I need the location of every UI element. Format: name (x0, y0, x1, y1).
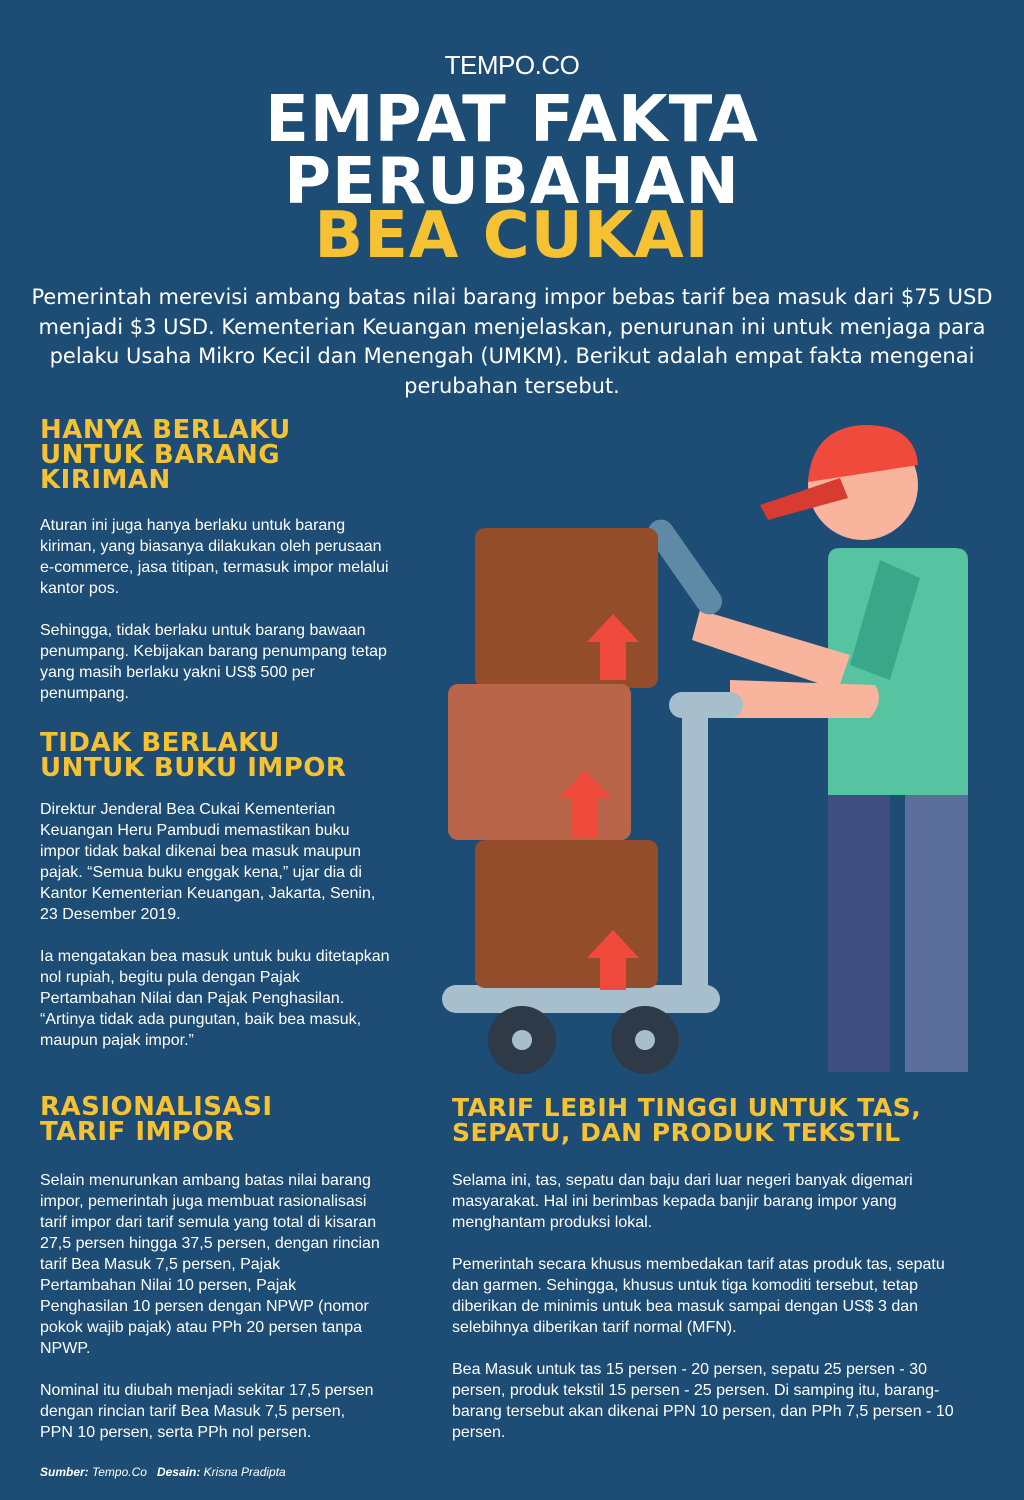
section-3-heading-line: TARIF IMPOR (40, 1117, 235, 1147)
worker-lower-arm (730, 680, 879, 718)
section-1-heading-line: HANYA BERLAKU (40, 415, 291, 445)
section-1-heading-line: UNTUK BARANG (40, 440, 281, 470)
footer-source: Tempo.Co (92, 1465, 147, 1479)
wheel-hub (512, 1030, 532, 1050)
intro-paragraph: Pemerintah merevisi ambang batas nilai barang impor bebas tarif bea masuk dari $75 USD menjadi $3 USD. Kementerian Keuangan menjelaskan, penurunan ini untuk menjaga para pelaku Usaha Mikro Kecil dan Menengah (UMKM). Berikut adalah empat fakta mengenai perubahan tersebut. (31, 285, 993, 398)
section-4-paragraph: Bea Masuk untuk tas 15 persen - 20 persen, sepatu 25 persen - 30 persen, produk tekstil 15 persen - 25 persen. Di samping itu, barang-barang tersebut akan dikenai PPN 10 persen, dan PPh 7,5 persen - 10 persen. (452, 1361, 954, 1441)
section-2-heading (40, 728, 347, 783)
section-3-paragraph: Selain menurunkan ambang batas nilai barang impor, pemerintah juga membuat rasionalisasi tarif impor dari tarif semula yang total di kisaran 27,5 persen hingga 37,5 persen, dengan rincian tarif Bea Masuk 7,5 persen, Pajak Pertambahan Nilai 10 persen, Pajak Penghasilan 10 persen dengan NPWP (nomor pokok wajib pajak) atau PPh 20 persen tanpa NPWP. (40, 1172, 380, 1357)
section-1-heading (40, 415, 291, 495)
section-2-paragraph: Ia mengatakan bea masuk untuk buku ditetapkan nol rupiah, begitu pula dengan Pajak Pertambahan Nilai dan Pajak Penghasilan. “Artinya tidak ada pungutan, baik bea masuk, maupun pajak impor.” (40, 948, 390, 1049)
section-4-heading (452, 1095, 921, 1145)
page-title-line-2: PERUBAHAN (284, 145, 740, 219)
delivery-worker-with-hand-truck-illustration (430, 400, 990, 1080)
section-4-heading-line: SEPATU, DAN PRODUK TEKSTIL (452, 1118, 901, 1147)
hand-truck-base (442, 985, 720, 1013)
section-2-body (40, 799, 392, 1072)
section-4-paragraph: Selama ini, tas, sepatu dan baju dari luar negeri banyak digemari masyarakat. Hal ini berimbas kepada banjir barang impor yang menghantam produksi lokal. (452, 1172, 913, 1231)
section-2-heading-line: UNTUK BUKU IMPOR (40, 753, 347, 783)
brand-logo: TEMPO.CO (444, 50, 580, 80)
section-3-body (40, 1170, 380, 1464)
box-middle (448, 684, 631, 840)
footer-design-label: Desain: (156, 1465, 201, 1479)
footer-designer: Krisna Pradipta (203, 1465, 286, 1479)
box-top (475, 528, 658, 688)
footer-source-label: Sumber: (40, 1465, 89, 1479)
section-2-paragraph: Direktur Jenderal Bea Cukai Kementerian Keuangan Heru Pambudi memastikan buku impor tidak bakal dikenai bea masuk maupun pajak. “Semua buku enggak kena,” ujar dia di Kantor Kementerian Keuangan, Jakarta, Senin, 23 Desember 2019. (40, 801, 376, 923)
section-1-body (40, 515, 390, 725)
wheel-hub (635, 1030, 655, 1050)
worker-upper-arm (692, 610, 850, 690)
section-4-body (452, 1170, 972, 1464)
footer-credits (40, 1465, 286, 1479)
section-2-heading-line: TIDAK BERLAKU (40, 728, 280, 758)
section-1-paragraph: Sehingga, tidak berlaku untuk barang bawaan penumpang. Kebijakan barang penumpang tetap yang masih berlaku yakni US$ 500 per penumpang. (40, 622, 387, 702)
section-1-paragraph: Aturan ini juga hanya berlaku untuk barang kiriman, yang biasanya dilakukan oleh perusaan e-commerce, jasa titipan, termasuk impor melalui kantor pos. (40, 517, 389, 597)
page-title-line-1: EMPAT FAKTA (265, 83, 759, 157)
section-1-heading-line: KIRIMAN (40, 465, 171, 495)
section-3-paragraph: Nominal itu diubah menjadi sekitar 17,5 persen dengan rincian tarif Bea Masuk 7,5 persen, PPN 10 persen, serta PPh nol persen. (40, 1382, 374, 1441)
page-title-line-3: BEA CUKAI (314, 199, 710, 273)
box-bottom (475, 840, 658, 988)
section-4-heading-line: TARIF LEBIH TINGGI UNTUK TAS, (452, 1093, 922, 1122)
section-4-paragraph: Pemerintah secara khusus membedakan tarif atas produk tas, sepatu dan garmen. Sehingga, khusus untuk tiga komoditi tersebut, tetap diberikan de minimis untuk bea masuk sampai dengan US$ 3 dan selebihnya diberikan tarif normal (MFN). (452, 1256, 945, 1336)
section-3-heading (40, 1092, 273, 1147)
section-3-heading-line: RASIONALISASI (40, 1092, 273, 1122)
